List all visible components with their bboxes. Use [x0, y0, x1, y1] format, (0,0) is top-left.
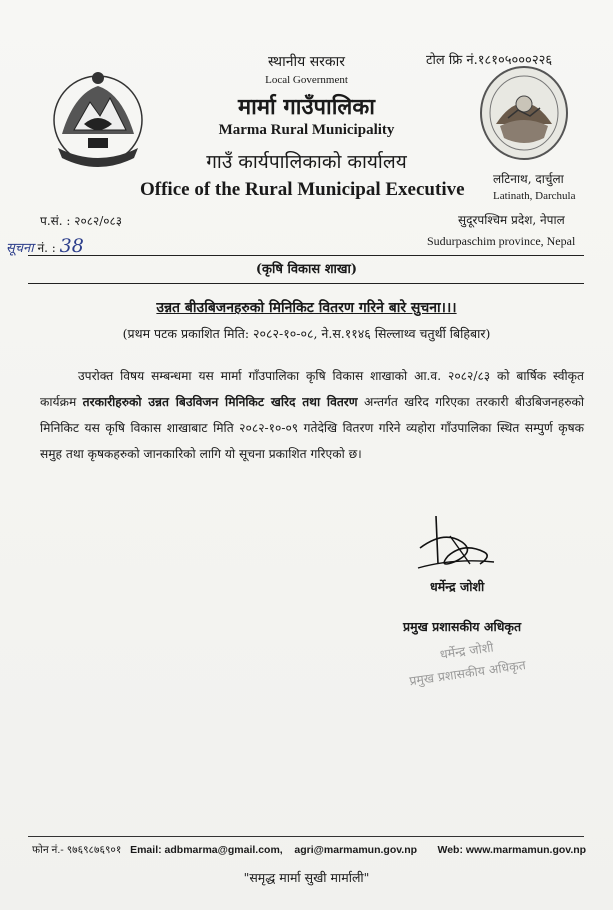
- ref-value: २०८२/०८३: [74, 214, 122, 228]
- office-name-np: गाउँ कार्यपालिकाको कार्यालय: [206, 151, 407, 173]
- footer-web[interactable]: www.marmamun.gov.np: [465, 844, 587, 856]
- header-local-government-np: स्थानीय सरकार: [268, 54, 345, 70]
- office-name-en: Office of the Rural Municipal Executive: [140, 179, 465, 200]
- signature-icon: [414, 512, 496, 584]
- branch-name: (कृषि विकास शाखा): [255, 262, 358, 277]
- publication-date: (प्रथम पटक प्रकाशित मिति: २०८२-१०-०८, ने.स.११४६ सिल्लाथ्व चतुर्थी बिहिबार): [122, 326, 491, 341]
- municipality-name-np: मार्मा गाउँपालिका: [238, 94, 375, 120]
- footer-contact: [32, 843, 592, 857]
- municipality-name-en: Marma Rural Municipality: [218, 122, 395, 138]
- signatory-name: धर्मेन्द्र जोशी: [430, 579, 485, 594]
- province-en: Sudurpaschim province, Nepal: [427, 234, 576, 248]
- address-en: Latinath, Darchula: [493, 190, 576, 202]
- handwritten-prefix: सूचना: [6, 241, 34, 256]
- footer-web-label: Web:: [437, 844, 463, 856]
- address-np: लटिनाथ, दार्चुला: [493, 172, 564, 186]
- body-part-1: उपरोक्त विषय सम्बन्धमा यस मार्मा गाँउपालिका कृषि विकास शाखाको आ.व. २०८२/८३ को बार्षिक स्वीकृत कार्यक्रम: [40, 369, 584, 409]
- header-divider: [28, 255, 584, 256]
- body-bold: तरकारीहरुको उन्नत बिउविजन मिनिकिट खरिद तथा वितरण: [82, 395, 358, 409]
- dispatch-value: 38: [59, 235, 84, 257]
- notice-body: [40, 363, 584, 467]
- signature-stamp: [405, 628, 561, 704]
- notice-subject: [0, 298, 613, 317]
- dispatch-number: [6, 235, 84, 257]
- branch-divider: [28, 283, 584, 284]
- dispatch-label: नं. :: [37, 241, 56, 255]
- letter-ref-number: [40, 212, 122, 229]
- toll-free-number: टोल फ्रि नं.१८१०५०००२२६: [426, 53, 553, 68]
- ref-label: प.सं. :: [40, 214, 71, 228]
- signatory-title: प्रमुख प्रशासकीय अधिकृत: [403, 619, 522, 634]
- footer-email-1[interactable]: adbmarma@gmail.com,: [164, 844, 283, 856]
- header-local-government-en: Local Government: [265, 74, 348, 86]
- footer-phone: फोन नं.- ९७६९८७६९०१: [32, 844, 122, 856]
- footer-motto: "समृद्ध मार्मा सुखी मार्माली": [243, 870, 370, 885]
- body-part-2: अन्तर्गत खरिद गरिएका तरकारी बीउबिजनहरुको मिनिकिट यस कृषि विकास शाखाबाट मिति २०८२-१०-०९ गतेदेखि वितरण गरिने व्यहोरा गाँउपालिका स्थित सम्पुर्ण कृषक समुह तथा कृषकहरुको जानकारिको लागि यो सूचना प्रकाशित गरिएको छ।: [40, 395, 584, 461]
- subject-text: उन्नत बीउबिजनहरुको मिनिकिट वितरण गरिने बारे सुचना।।।: [156, 300, 457, 316]
- province-np: सुदूरपश्चिम प्रदेश, नेपाल: [458, 213, 565, 227]
- footer-email-label: Email:: [130, 844, 162, 856]
- footer-email-2[interactable]: agri@marmamun.gov.np: [294, 844, 418, 856]
- stamp-title: प्रमुख प्रशासकीय अधिकृत: [408, 657, 527, 689]
- stamp-name: धर्मेन्द्र जोशी: [438, 639, 495, 662]
- footer-divider: [28, 836, 584, 837]
